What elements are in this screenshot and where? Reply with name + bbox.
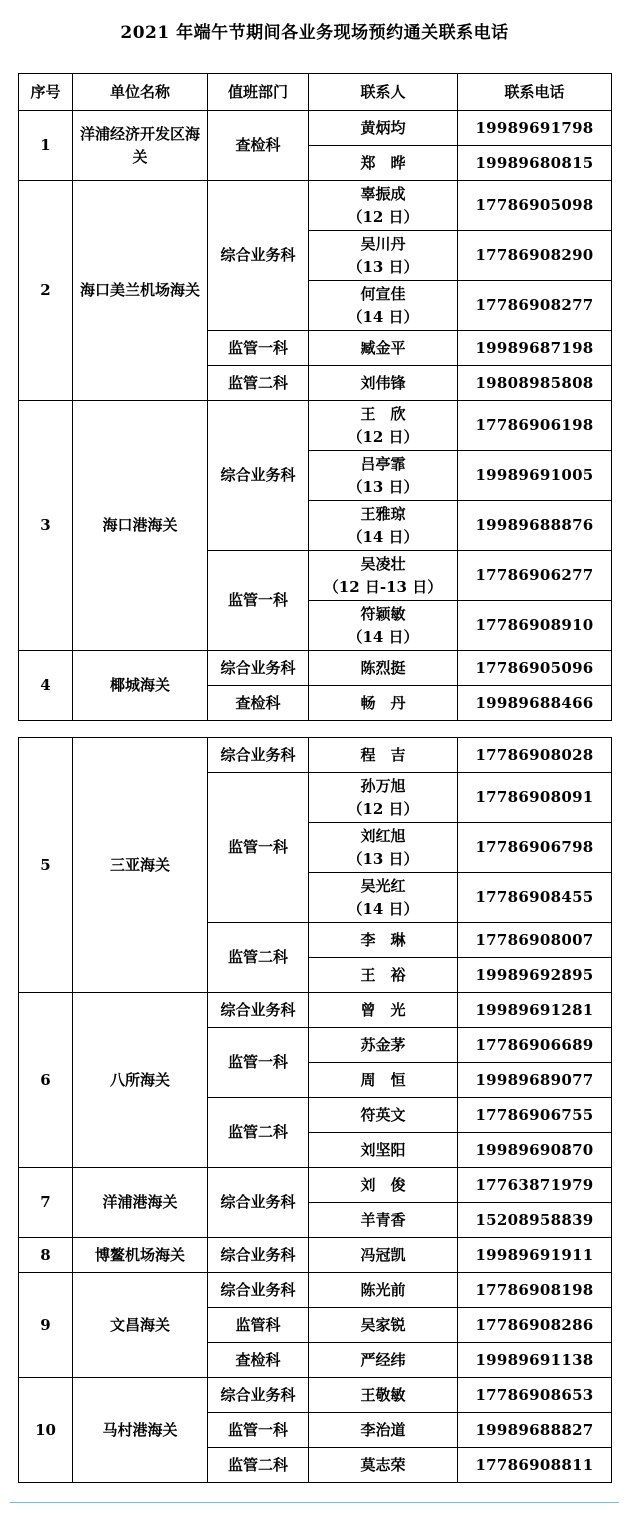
- contact-name: 李 琳: [360, 930, 406, 949]
- contact-phone: 19989688876: [458, 501, 612, 551]
- contact-phone: 19808985808: [458, 366, 612, 401]
- contact-cell: [309, 1273, 458, 1308]
- contact-phone: 17786905096: [458, 651, 612, 686]
- dept-name: 监管一科: [208, 773, 309, 923]
- unit-name: 三亚海关: [73, 738, 208, 993]
- contact-phone: 19989692895: [458, 958, 612, 993]
- contact-phone: 17786908007: [458, 923, 612, 958]
- contact-table-part-2: [18, 737, 612, 1483]
- contact-duty-date: （12 日）: [347, 799, 419, 818]
- dept-name: 监管一科: [208, 551, 309, 651]
- dept-name: 监管二科: [208, 366, 309, 401]
- contact-phone: 19989680815: [458, 146, 612, 181]
- unit-number: 9: [19, 1273, 73, 1378]
- table-row: [19, 1378, 612, 1413]
- header-no: 序号: [19, 74, 73, 111]
- contact-cell: [309, 651, 458, 686]
- table-body-part-2: [19, 738, 612, 1483]
- contact-phone: 17786908811: [458, 1448, 612, 1483]
- contact-phone: 17786908198: [458, 1273, 612, 1308]
- contact-name: 羊青香: [360, 1210, 406, 1229]
- table-body-part-1: [19, 111, 612, 721]
- contact-name: 吴光红: [360, 876, 406, 895]
- contact-phone: 17786908028: [458, 738, 612, 773]
- unit-name: 海口美兰机场海关: [73, 181, 208, 401]
- contact-cell: [309, 1168, 458, 1203]
- dept-name: 查检科: [208, 111, 309, 181]
- contact-phone: 19989691798: [458, 111, 612, 146]
- unit-number: 8: [19, 1238, 73, 1273]
- contact-name: 郑 晔: [360, 153, 406, 172]
- dept-name: 综合业务科: [208, 401, 309, 551]
- contact-cell: [309, 958, 458, 993]
- contact-cell: [309, 1413, 458, 1448]
- contact-duty-date: （13 日）: [347, 849, 419, 868]
- contact-name: 曾 光: [360, 1000, 406, 1019]
- unit-name: 海口港海关: [73, 401, 208, 651]
- contact-duty-date: （12 日）: [347, 207, 419, 226]
- contact-cell: [309, 181, 458, 231]
- contact-phone: 19989691281: [458, 993, 612, 1028]
- unit-number: 10: [19, 1378, 73, 1483]
- contact-cell: [309, 501, 458, 551]
- contact-cell: [309, 1203, 458, 1238]
- contact-duty-date: （12 日）: [347, 427, 419, 446]
- table-row: [19, 738, 612, 773]
- contact-name: 刘伟锋: [360, 373, 406, 392]
- unit-name: 文昌海关: [73, 1273, 208, 1378]
- unit-number: 7: [19, 1168, 73, 1238]
- dept-name: 监管一科: [208, 331, 309, 366]
- unit-name: 博鳌机场海关: [73, 1238, 208, 1273]
- table-row: [19, 993, 612, 1028]
- contact-cell: [309, 331, 458, 366]
- contact-cell: [309, 873, 458, 923]
- dept-name: 综合业务科: [208, 1378, 309, 1413]
- dept-name: 综合业务科: [208, 738, 309, 773]
- contact-cell: [309, 366, 458, 401]
- contact-phone: 19989687198: [458, 331, 612, 366]
- contact-phone: 19989690870: [458, 1133, 612, 1168]
- contact-name: 莫志荣: [360, 1455, 406, 1474]
- contact-duty-date: （12 日-13 日）: [323, 577, 443, 596]
- dept-name: 监管二科: [208, 923, 309, 993]
- contact-cell: [309, 1308, 458, 1343]
- contact-phone: 17786908290: [458, 231, 612, 281]
- contact-cell: [309, 1378, 458, 1413]
- contact-phone: 17786906689: [458, 1028, 612, 1063]
- contact-duty-date: （14 日）: [347, 307, 419, 326]
- contact-phone: 19989691005: [458, 451, 612, 501]
- contact-cell: [309, 551, 458, 601]
- contact-phone: 19989689077: [458, 1063, 612, 1098]
- contact-phone: 17786906277: [458, 551, 612, 601]
- contact-phone: 17786906198: [458, 401, 612, 451]
- contact-name: 符英文: [360, 1105, 406, 1124]
- contact-cell: [309, 601, 458, 651]
- contact-duty-date: （13 日）: [347, 477, 419, 496]
- contact-phone: 17786906798: [458, 823, 612, 873]
- contact-name: 何宣佳: [360, 284, 406, 303]
- dept-name: 监管一科: [208, 1028, 309, 1098]
- contact-name: 严经纬: [360, 1350, 406, 1369]
- contact-name: 陈光前: [360, 1280, 406, 1299]
- contact-cell: [309, 1343, 458, 1378]
- contact-name: 冯冠凯: [360, 1245, 406, 1264]
- contact-name: 吴川丹: [360, 234, 406, 253]
- contact-cell: [309, 1448, 458, 1483]
- unit-name: 椰城海关: [73, 651, 208, 721]
- unit-number: 6: [19, 993, 73, 1168]
- table-row: [19, 651, 612, 686]
- contact-cell: [309, 1063, 458, 1098]
- contact-name: 苏金茅: [360, 1035, 406, 1054]
- unit-name: 洋浦经济开发区海关: [73, 111, 208, 181]
- unit-number: 5: [19, 738, 73, 993]
- contact-cell: [309, 451, 458, 501]
- contact-cell: [309, 993, 458, 1028]
- contact-name: 孙万旭: [360, 776, 406, 795]
- unit-name: 马村港海关: [73, 1378, 208, 1483]
- dept-name: 综合业务科: [208, 181, 309, 331]
- contact-phone: 17786908455: [458, 873, 612, 923]
- contact-name: 臧金平: [360, 338, 406, 357]
- contact-phone: 15208958839: [458, 1203, 612, 1238]
- contact-cell: [309, 146, 458, 181]
- contact-duty-date: （13 日）: [347, 257, 419, 276]
- unit-number: 1: [19, 111, 73, 181]
- dept-name: 综合业务科: [208, 1168, 309, 1238]
- dept-name: 综合业务科: [208, 651, 309, 686]
- contact-duty-date: （14 日）: [347, 899, 419, 918]
- page-title: 2021 年端午节期间各业务现场预约通关联系电话: [120, 23, 509, 43]
- bottom-divider: [10, 1502, 619, 1503]
- contact-cell: [309, 686, 458, 721]
- contact-phone: 19989691911: [458, 1238, 612, 1273]
- contact-name: 王雅琼: [360, 504, 406, 523]
- contact-name: 吴家锐: [360, 1315, 406, 1334]
- contact-name: 陈烈挺: [360, 658, 406, 677]
- unit-name: 八所海关: [73, 993, 208, 1168]
- contact-cell: [309, 1133, 458, 1168]
- contact-name: 畅 丹: [360, 693, 406, 712]
- contact-cell: [309, 1098, 458, 1133]
- dept-name: 监管科: [208, 1308, 309, 1343]
- contact-table-part-1: [18, 73, 612, 721]
- dept-name: 监管二科: [208, 1448, 309, 1483]
- contact-duty-date: （14 日）: [347, 627, 419, 646]
- header-contact: 联系人: [309, 74, 458, 111]
- contact-name: 符颖敏: [360, 604, 406, 623]
- contact-phone: 19989688466: [458, 686, 612, 721]
- dept-name: 监管二科: [208, 1098, 309, 1168]
- unit-number: 2: [19, 181, 73, 401]
- contact-name: 王 裕: [360, 965, 406, 984]
- dept-name: 综合业务科: [208, 1273, 309, 1308]
- unit-number: 3: [19, 401, 73, 651]
- table-row: [19, 401, 612, 451]
- table-row: [19, 111, 612, 146]
- contact-cell: [309, 738, 458, 773]
- contact-name: 刘红旭: [360, 826, 406, 845]
- contact-cell: [309, 823, 458, 873]
- unit-name: 洋浦港海关: [73, 1168, 208, 1238]
- contact-cell: [309, 923, 458, 958]
- contact-name: 刘 俊: [360, 1175, 406, 1194]
- dept-name: 综合业务科: [208, 1238, 309, 1273]
- contact-phone: 17763871979: [458, 1168, 612, 1203]
- contact-cell: [309, 231, 458, 281]
- contact-name: 李治道: [360, 1420, 406, 1439]
- table-row: [19, 1238, 612, 1273]
- contact-name: 黄炳均: [360, 118, 406, 137]
- contact-name: 辜振成: [360, 184, 406, 203]
- table-row: [19, 1273, 612, 1308]
- header-dept: 值班部门: [208, 74, 309, 111]
- table-row: [19, 181, 612, 231]
- contact-cell: [309, 111, 458, 146]
- contact-name: 王敬敏: [360, 1385, 406, 1404]
- contact-name: 王 欣: [360, 404, 406, 423]
- contact-cell: [309, 281, 458, 331]
- contact-name: 吕亭霏: [360, 454, 406, 473]
- table-row: [19, 1168, 612, 1203]
- header-phone: 联系电话: [458, 74, 612, 111]
- contact-cell: [309, 401, 458, 451]
- contact-phone: 17786908653: [458, 1378, 612, 1413]
- contact-phone: 19989688827: [458, 1413, 612, 1448]
- header-unit: 单位名称: [73, 74, 208, 111]
- dept-name: 查检科: [208, 686, 309, 721]
- contact-phone: 17786908910: [458, 601, 612, 651]
- contact-name: 程 吉: [360, 745, 406, 764]
- contact-phone: 17786908091: [458, 773, 612, 823]
- contact-phone: 17786906755: [458, 1098, 612, 1133]
- contact-name: 吴凌壮: [360, 554, 406, 573]
- contact-cell: [309, 1238, 458, 1273]
- contact-phone: 17786905098: [458, 181, 612, 231]
- dept-name: 综合业务科: [208, 993, 309, 1028]
- contact-duty-date: （14 日）: [347, 527, 419, 546]
- contact-cell: [309, 773, 458, 823]
- contact-phone: 17786908277: [458, 281, 612, 331]
- dept-name: 查检科: [208, 1343, 309, 1378]
- dept-name: 监管一科: [208, 1413, 309, 1448]
- contact-name: 周 恒: [360, 1070, 406, 1089]
- contact-phone: 19989691138: [458, 1343, 612, 1378]
- contact-cell: [309, 1028, 458, 1063]
- unit-number: 4: [19, 651, 73, 721]
- contact-name: 刘坚阳: [360, 1140, 406, 1159]
- contact-phone: 17786908286: [458, 1308, 612, 1343]
